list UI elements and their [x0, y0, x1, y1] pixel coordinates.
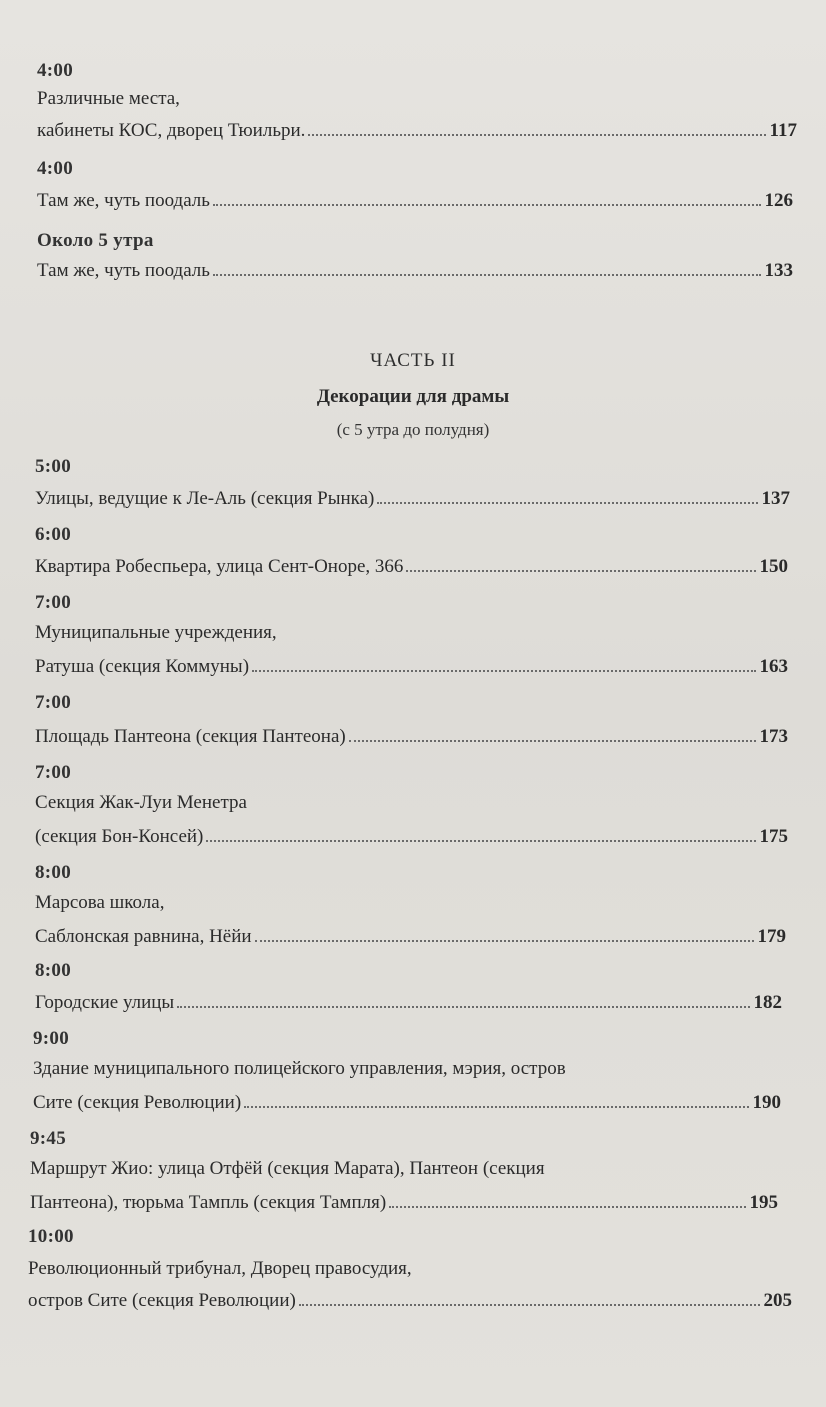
entry-title-text: Городские улицы	[35, 992, 175, 1013]
page-number: 133	[764, 260, 793, 281]
entry-title-last	[35, 926, 786, 948]
entry-time: 9:45	[30, 1128, 67, 1149]
entry-time: 7:00	[35, 692, 72, 713]
entry-time: Около 5 утра	[37, 230, 154, 251]
page-number: 117	[769, 120, 797, 141]
page-number: 205	[763, 1290, 792, 1311]
entry-time: 5:00	[35, 456, 72, 477]
entry-time: 7:00	[35, 762, 72, 783]
part-title: ЧАСТЬ II	[370, 350, 456, 371]
entry-title-text: Улицы, ведущие к Ле-Аль (секция Рынка)	[35, 488, 375, 509]
entry-title-last	[35, 656, 788, 678]
entry-title-line: Революционный трибунал, Дворец правосудия,	[28, 1258, 412, 1279]
entry-title-last	[35, 556, 788, 578]
page-number: 126	[764, 190, 793, 211]
entry-title-last	[35, 488, 790, 510]
entry-title-last	[33, 1092, 781, 1114]
page-number: 195	[749, 1192, 778, 1213]
part-time-range: (с 5 утра до полудня)	[336, 420, 490, 439]
dot-leader	[377, 502, 757, 504]
entry-title-line: Муниципальные учреждения,	[35, 622, 277, 643]
page-number: 137	[761, 488, 790, 509]
page-number: 175	[759, 826, 788, 847]
page-number: 173	[759, 726, 788, 747]
entry-title-line: Различные места,	[37, 88, 180, 109]
entry-time: 7:00	[35, 592, 72, 613]
entry-title-text: Саблонская равнина, Нёйи	[35, 926, 252, 947]
entry-time: 8:00	[35, 960, 72, 981]
dot-leader	[252, 670, 755, 672]
dot-leader	[177, 1006, 749, 1008]
entry-time: 9:00	[33, 1028, 70, 1049]
entry-title-text: Площадь Пантеона (секция Пантеона)	[35, 726, 346, 747]
entry-title-last	[28, 1290, 792, 1312]
page-number: 179	[757, 926, 786, 947]
entry-title-line: Маршрут Жио: улица Отфёй (секция Марата), Пантеон (секция	[30, 1158, 545, 1179]
page-number: 163	[759, 656, 788, 677]
entry-title-text: Квартира Робеспьера, улица Сент-Оноре, 366	[35, 556, 404, 577]
dot-leader	[206, 840, 755, 842]
entry-title-text: Ратуша (секция Коммуны)	[35, 656, 250, 677]
dot-leader	[349, 740, 756, 742]
entry-title-last	[30, 1192, 778, 1214]
entry-title-text: Там же, чуть поодаль	[37, 190, 210, 211]
entry-time: 6:00	[35, 524, 72, 545]
entry-time: 8:00	[35, 862, 72, 883]
entry-title-line: Марсова школа,	[35, 892, 165, 913]
entry-title-last	[37, 120, 797, 142]
entry-title-last	[37, 260, 793, 282]
entry-title-text: кабинеты КОС, дворец Тюильри.	[37, 120, 306, 141]
dot-leader	[213, 204, 761, 206]
entry-title-line: Секция Жак-Луи Менетра	[35, 792, 247, 813]
entry-title-last	[37, 190, 793, 212]
entry-title-text: Пантеона), тюрьма Тампль (секция Тампля)	[30, 1192, 387, 1213]
dot-leader	[406, 570, 755, 572]
dot-leader	[308, 134, 765, 136]
entry-title-last	[35, 826, 788, 848]
entry-time: 4:00	[37, 158, 74, 179]
dot-leader	[389, 1206, 745, 1208]
page-number: 150	[759, 556, 788, 577]
entry-time: 4:00	[37, 60, 74, 81]
part-subtitle: Декорации для драмы	[316, 386, 510, 407]
entry-title-last	[35, 726, 788, 748]
entry-title-last	[35, 992, 782, 1014]
dot-leader	[244, 1106, 748, 1108]
entry-title-text: Сите (секция Революции)	[33, 1092, 242, 1113]
entry-title-line: Здание муниципального полицейского управления, мэрия, остров	[33, 1058, 566, 1079]
entry-time: 10:00	[28, 1226, 74, 1247]
entry-title-text: Там же, чуть поодаль	[37, 260, 210, 281]
dot-leader	[255, 940, 754, 942]
entry-title-text: остров Сите (секция Революции)	[28, 1290, 296, 1311]
page-number: 182	[753, 992, 782, 1013]
dot-leader	[213, 274, 761, 276]
dot-leader	[299, 1304, 760, 1306]
page-number: 190	[752, 1092, 781, 1113]
entry-title-text: (секция Бон-Консей)	[35, 826, 204, 847]
